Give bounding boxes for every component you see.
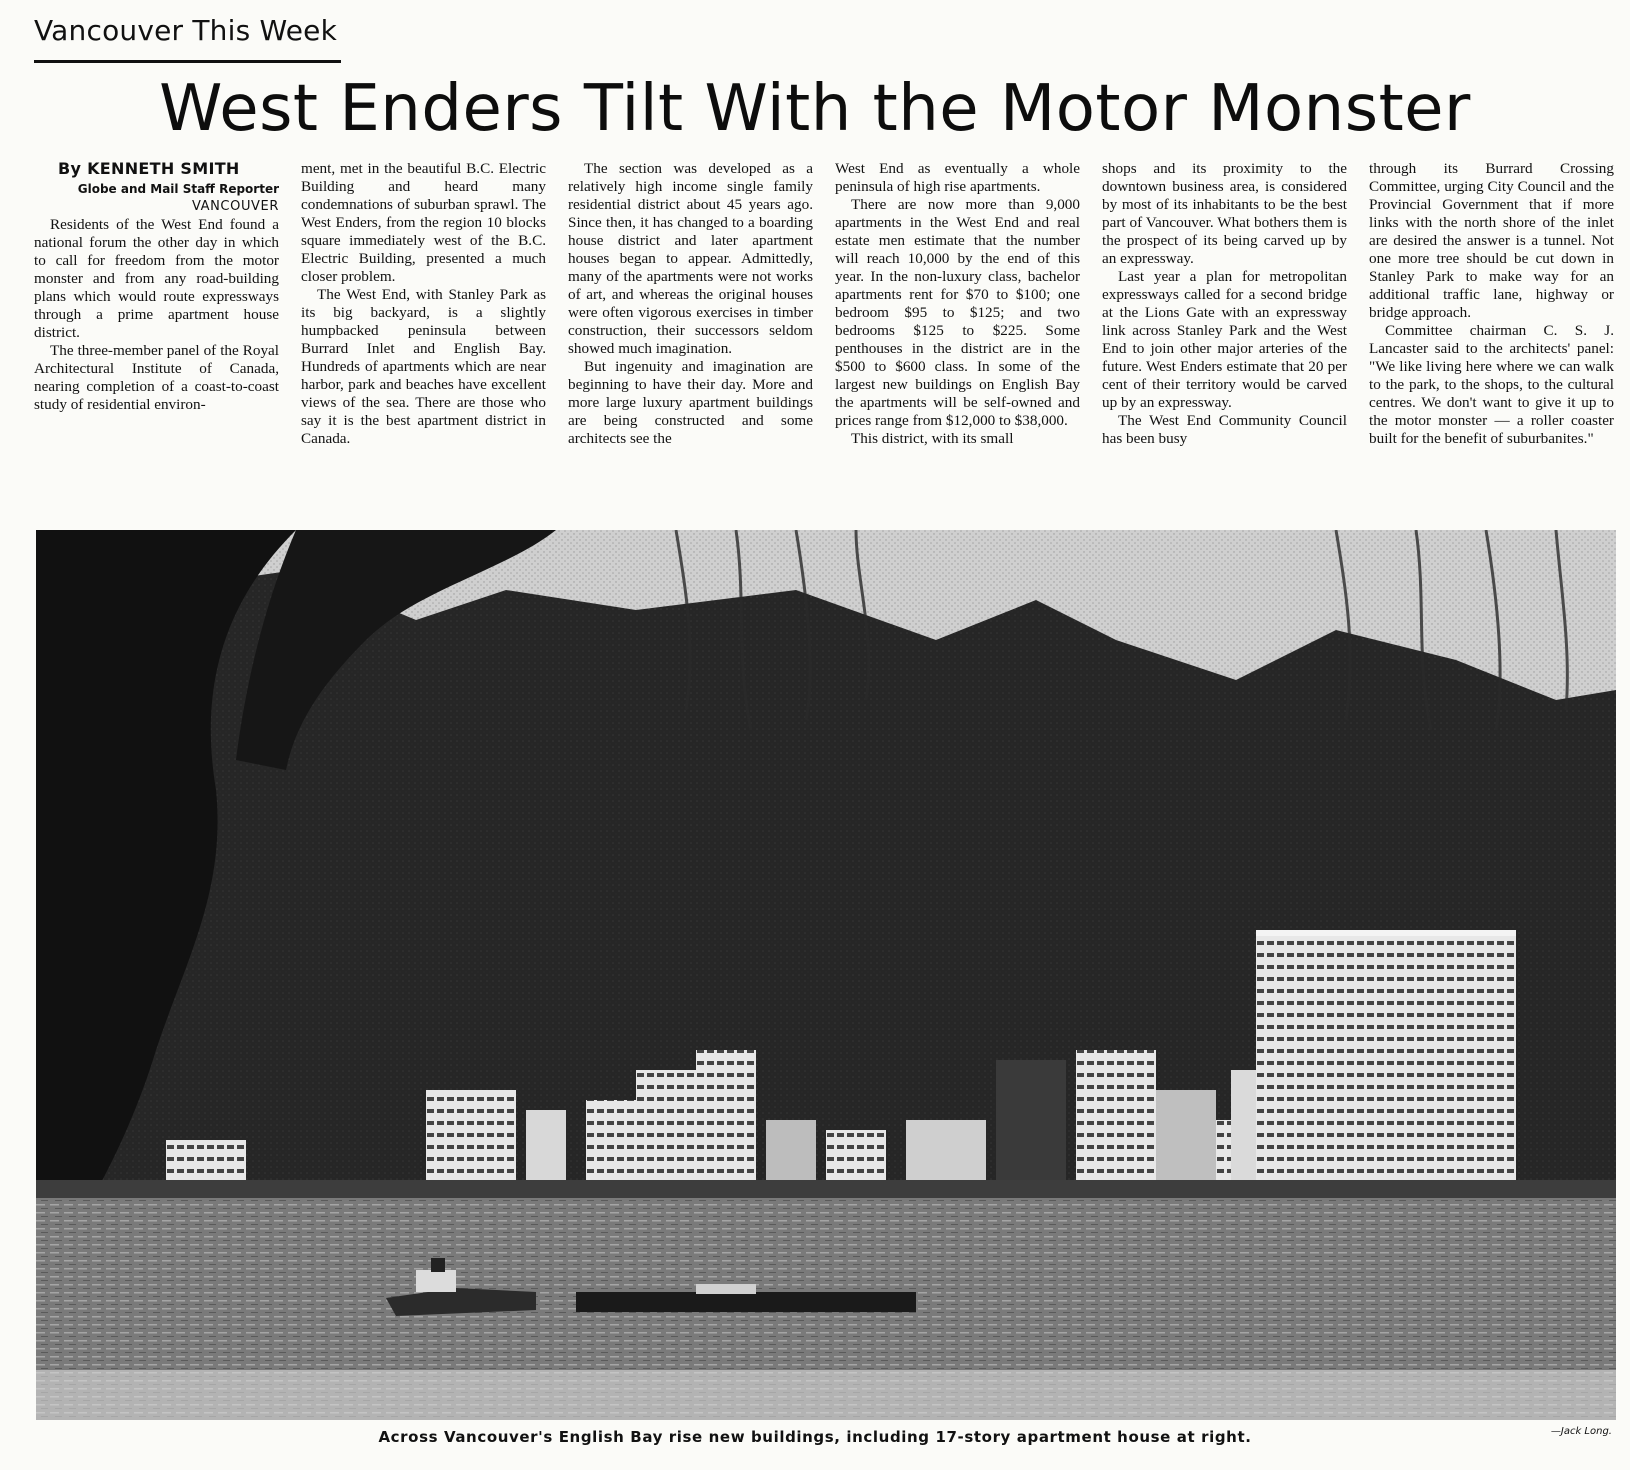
article-column-5 xyxy=(1102,160,1347,520)
paragraph: Last year a plan for metropolitan expressways called for a second bridge at the Lions Gate with an expressway link across Stanley Park and the West End to join other major arteries of the future. West Enders estimate that 20 per cent of their territory would be carved up by an expressway. xyxy=(1102,268,1347,411)
paragraph: shops and its proximity to the downtown business area, is considered by most of its inhabitants to be the best part of Vancouver. What bothers them is the prospect of its being carved up by an expressway. xyxy=(1102,160,1347,267)
paragraph: The three-member panel of the Royal Architectural Institute of Canada, nearing completion of a coast-to-coast study of residential environ- xyxy=(34,342,279,413)
news-photo xyxy=(36,530,1616,1420)
paragraph: There are now more than 9,000 apartments in the West End and real estate men estimate that the number will reach 10,000 by the end of this year. In the non-luxury class, bachelor apartments rent for $70 to $100; one bedroom $95 to $125; and two bedrooms $125 to $225. Some penthouses in the district are in the $500 to $600 class. In some of the largest new buildings on English Bay the apartments will be self-owned and prices range from $12,000 to $38,000. xyxy=(835,196,1080,429)
paragraph: The West End Community Council has been busy xyxy=(1102,412,1347,447)
paragraph: West End as eventually a whole peninsula of high rise apartments. xyxy=(835,160,1080,195)
photo-credit: —Jack Long. xyxy=(1550,1426,1612,1437)
paragraph: through its Burrard Crossing Committee, urging City Council and the Provincial Government that if more links with the north shore of the inlet are desired the answer is a tunnel. Not one more tree should be cut down in Stanley Park to make way for an additional traffic lane, highway or bridge approach. xyxy=(1369,160,1614,321)
article-column-2 xyxy=(301,160,546,520)
article-column-6 xyxy=(1369,160,1614,520)
article-column-3 xyxy=(568,160,813,520)
paragraph: Residents of the West End found a national forum the other day in which to call for freedom from the motor monster and from any road-building plans which would route expressways through a prime apartment house district. xyxy=(34,216,279,341)
paragraph: Committee chairman C. S. J. Lancaster said to the architects' panel: "We like living here where we can walk to the park, to the shops, to the cultural centres. We don't want to give it up to the motor monster — a roller coaster built for the benefit of suburbanites." xyxy=(1369,322,1614,447)
paragraph: The West End, with Stanley Park as its big backyard, is a slightly humpbacked peninsula between Burrard Inlet and English Bay. Hundreds of apartments which are near harbor, park and beaches have excellent views of the sea. There are those who say it is the best apartment district in Canada. xyxy=(301,286,546,447)
photo-caption: Across Vancouver's English Bay rise new buildings, including 17-story apartment house at right. xyxy=(378,1428,1252,1446)
paragraph: But ingenuity and imagination are beginning to have their day. More and more large luxury apartment buildings are being constructed and some architects see the xyxy=(568,358,813,447)
english-bay-skyline-photo xyxy=(36,530,1616,1420)
dateline: VANCOUVER xyxy=(191,199,279,214)
staff-credit: Globe and Mail Staff Reporter xyxy=(77,182,279,196)
headline: West Enders Tilt With the Motor Monster xyxy=(159,72,1471,146)
section-kicker: Vancouver This Week xyxy=(34,14,337,47)
paragraph: ment, met in the beautiful B.C. Electric Building and heard many condemnations of suburban sprawl. The West Enders, from the region 10 blocks square immediately west of the B.C. Electric Building, presented a much closer problem. xyxy=(301,160,546,285)
paragraph: This district, with its small xyxy=(851,430,1014,447)
kicker-underline xyxy=(34,60,341,63)
article-column-1 xyxy=(34,160,279,520)
article-column-4 xyxy=(835,160,1080,520)
byline: By KENNETH SMITH xyxy=(58,160,240,178)
article-body xyxy=(34,160,1614,520)
paragraph: The section was developed as a relatively high income single family residential district about 45 years ago. Since then, it has changed to a boarding house district and later apartment houses began to appear. Admittedly, many of the apartments were not works of art, and whereas the original houses were often vigorous exercises in timber construction, their successors seldom showed much imagination. xyxy=(568,160,813,357)
